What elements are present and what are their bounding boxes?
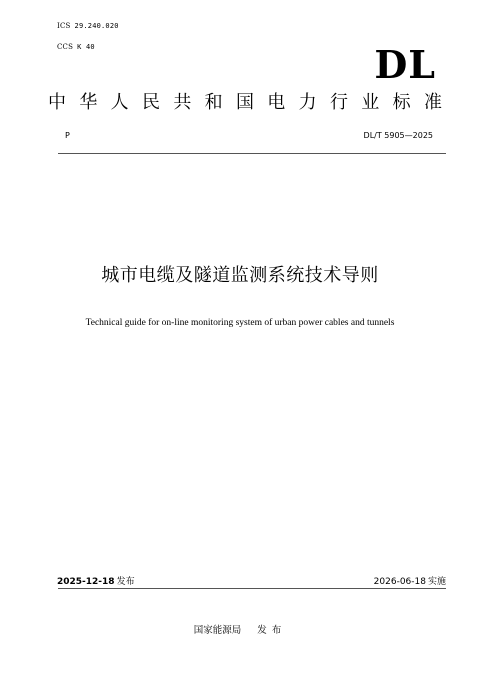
dl-logo: DL xyxy=(374,42,436,87)
effective-date-label: 实施 xyxy=(427,577,446,587)
standard-name-char: 和 xyxy=(204,92,223,113)
effective-date-value: 2026-06-18 xyxy=(373,577,426,587)
issuer xyxy=(0,622,480,636)
ccs-code: K 40 xyxy=(77,43,95,51)
document-title-chinese: 城市电缆及隧道监测系统技术导则 xyxy=(101,265,379,286)
effective-date xyxy=(374,574,446,587)
standard-name-char: 力 xyxy=(298,92,317,113)
standard-name-char: 准 xyxy=(423,92,442,113)
standard-code: DL/T 5905—2025 xyxy=(363,131,433,140)
standard-name-char: 行 xyxy=(329,92,348,113)
publish-date-label: 发布 xyxy=(116,577,135,587)
ics-line xyxy=(57,22,119,30)
ccs-label: CCS xyxy=(57,43,74,51)
standard-name-char: 人 xyxy=(110,92,129,113)
category-code: P xyxy=(65,131,70,140)
ics-code: 29.240.020 xyxy=(74,22,119,30)
standard-name xyxy=(48,92,442,114)
issuer-action: 发布 xyxy=(257,625,287,636)
standard-name-char: 标 xyxy=(392,92,411,113)
bottom-divider xyxy=(58,588,446,589)
standard-name-char: 业 xyxy=(361,92,380,113)
publish-date-value: 2025-12-18 xyxy=(57,577,115,587)
ccs-line xyxy=(57,43,95,51)
standard-name-char: 国 xyxy=(235,92,254,113)
top-divider xyxy=(58,153,446,154)
issuer-name: 国家能源局 xyxy=(193,625,242,636)
standard-name-char: 电 xyxy=(267,92,286,113)
standard-name-char: 民 xyxy=(141,92,160,113)
standard-name-char: 共 xyxy=(173,92,192,113)
ics-label: ICS xyxy=(57,22,71,30)
standard-name-char: 华 xyxy=(79,92,98,113)
publish-date xyxy=(57,574,135,587)
document-title-english: Technical guide for on-line monitoring system of urban power cables and tunnels xyxy=(85,318,395,328)
standard-name-char: 中 xyxy=(48,92,66,113)
